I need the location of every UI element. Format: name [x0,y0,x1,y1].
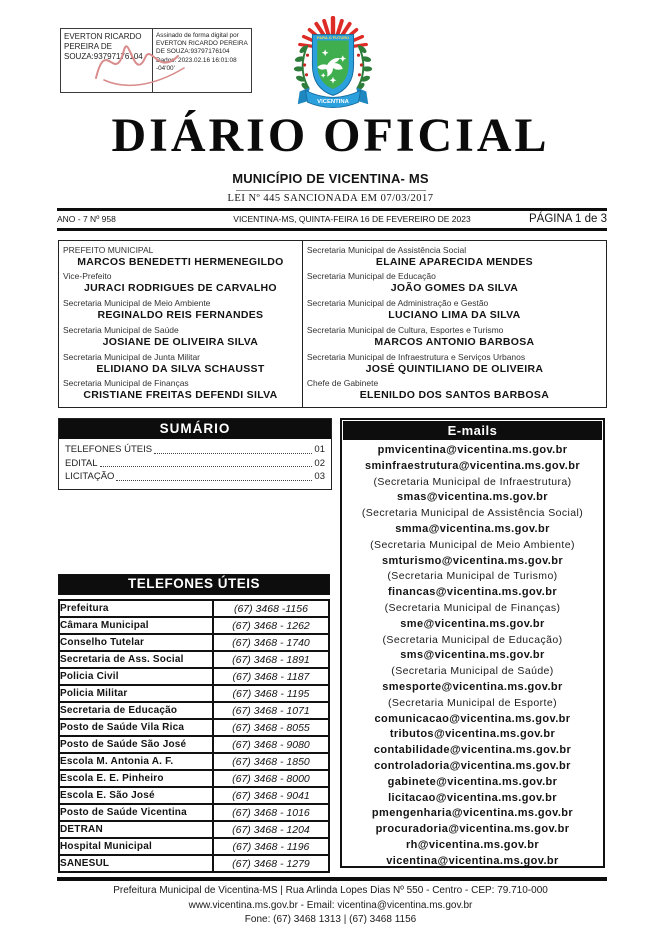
phone-entity: Escola M. Antonia A. F. [59,753,213,770]
official-entry [303,245,606,269]
official-entry [59,298,302,322]
table-row [59,685,329,702]
table-row [59,770,329,787]
summary-item [65,457,325,471]
email-address: sminfraestrutura@vicentina.ms.gov.br [364,459,581,472]
table-row [59,617,329,634]
official-entry [303,352,606,376]
official-name: MARCOS BENEDETTI HERMENEGILDO [77,255,284,268]
dot-leader [116,480,312,481]
email-address: pmvicentina@vicentina.ms.gov.br [377,444,568,456]
phone-number: (67) 3468 - 1740 [213,634,329,651]
phone-number: (67) 3468 - 1196 [213,838,329,855]
email-department: (Secretaria Municipal de Saúde) [391,665,554,678]
summary-item-page: 01 [314,444,325,455]
signature-details: Assinado de forma digital por EVERTON RICARDO PEREIRA DE SOUZA:93797176104 Dados: 2023.02.16 16:01:08 -04'00' [152,29,251,92]
phone-number: (67) 3468 -1156 [213,600,329,617]
email-address: controladoria@vicentina.ms.gov.br [374,759,571,772]
email-address: sme@vicentina.ms.gov.br [400,617,545,630]
phone-number: (67) 3468 - 1891 [213,651,329,668]
dot-leader [154,453,312,454]
phone-entity: Conselho Tutelar [59,634,213,651]
phone-entity: Secretaria de Ass. Social [59,651,213,668]
official-title: Secretaria Municipal de Infraestrutura e Serviços Urbanos [306,351,526,362]
phone-entity: Policia Militar [59,685,213,702]
phone-number: (67) 3468 - 1204 [213,821,329,838]
summary-item [65,443,325,457]
official-title: Secretaria Municipal de Administração e Gestão [306,298,489,309]
email-address: tributos@vicentina.ms.gov.br [389,728,556,741]
issue-date: VICENTINA-MS, QUINTA-FEIRA 16 DE FEVEREIRO DE 2023 [233,214,471,224]
phone-number: (67) 3468 - 8000 [213,770,329,787]
summary-items [59,439,331,489]
summary-header: SUMÁRIO [59,419,331,439]
official-title: Chefe de Gabinete [306,378,379,389]
official-title: Secretaria Municipal de Meio Ambiente [63,298,211,309]
official-name: JURACI RODRIGUES DE CARVALHO [83,282,277,295]
email-address: financas@vicentina.ms.gov.br [387,586,558,599]
official-title: PREFEITO MUNICIPAL [63,244,154,255]
summary-item-label: EDITAL [65,457,98,469]
masthead-divider [236,190,426,191]
phone-number: (67) 3468 - 1187 [213,668,329,685]
table-row [59,838,329,855]
crest-banner-text: VICENTINA [317,99,349,106]
officials-box [58,240,607,408]
phone-entity: Escola E. São José [59,787,213,804]
phone-number: (67) 3468 - 1262 [213,617,329,634]
signature-signer-name: EVERTON RICARDO PEREIRA DE SOUZA:93797176104 [64,32,143,61]
official-title: Secretaria Municipal de Educação [306,271,436,282]
gazette-title: DIÁRIO OFICIAL [111,109,550,162]
official-name: JOÃO GOMES DA SILVA [390,282,519,295]
email-address: smma@vicentina.ms.gov.br [395,522,550,535]
table-row [59,600,329,617]
phone-entity: SANESUL [59,855,213,872]
official-name: ELAINE APARECIDA MENDES [375,255,533,268]
official-entry [59,245,302,269]
digital-signature-stamp [60,28,252,93]
summary-item-label: LICITAÇÃO [65,471,115,482]
phone-entity: Prefeitura [59,600,213,617]
emails-list [342,441,603,870]
summary-item-page: 03 [314,471,325,482]
summary-item-page: 02 [314,457,325,469]
emails-box [340,418,605,868]
municipality-name: MUNICÍPIO DE VICENTINA- MS [232,171,429,186]
coat-of-arms [284,16,382,114]
phone-entity: Policia Civil [59,668,213,685]
phone-number: (67) 3468 - 1071 [213,702,329,719]
phones-header: TELEFONES ÚTEIS [58,574,330,595]
phone-number: (67) 3468 - 1279 [213,855,329,872]
officials-left-column [59,241,302,407]
phone-number: (67) 3468 - 9080 [213,736,329,753]
footer-phone: Fone: (67) 3468 1313 | (67) 3468 1156 [244,914,417,925]
emails-header: E-mails [343,421,602,440]
phone-entity: Posto de Saúde São José [59,736,213,753]
official-name: ELIDIANO DA SILVA SCHAUSST [96,362,265,375]
email-department: (Secretaria Municipal de Finanças) [384,601,561,614]
dot-leader [100,466,313,467]
footer [0,884,661,928]
phone-entity: Posto de Saúde Vicentina [59,804,213,821]
email-department: (Secretaria Municipal de Esporte) [387,696,558,709]
phone-entity: Hospital Municipal [59,838,213,855]
summary-item [65,470,325,484]
summary-item-label: TELEFONES ÚTEIS [65,444,153,455]
table-row [59,634,329,651]
official-title: Secretaria Municipal de Finanças [63,378,189,389]
official-title: Secretaria Municipal de Saúde [63,324,179,335]
official-entry [303,298,606,322]
official-title: Secretaria Municipal de Junta Militar [63,351,201,362]
page-indicator: PÁGINA 1 de 3 [529,213,607,225]
phone-number: (67) 3468 - 1850 [213,753,329,770]
email-department: (Secretaria Municipal de Turismo) [387,570,558,583]
table-row [59,855,329,872]
shield-icon [312,35,353,96]
summary-box [58,418,332,490]
official-entry [59,378,302,402]
email-address: rh@vicentina.ms.gov.br [405,838,540,851]
email-address: contabilidade@vicentina.ms.gov.br [373,744,572,757]
footer-rule [57,877,607,881]
table-row [59,668,329,685]
official-entry [303,378,606,402]
official-entry [59,325,302,349]
phone-entity: Posto de Saúde Vila Rica [59,719,213,736]
phone-entity: Câmara Municipal [59,617,213,634]
table-row [59,821,329,838]
official-entry [303,325,606,349]
phone-entity: Escola E. E. Pinheiro [59,770,213,787]
table-row [59,719,329,736]
email-department: (Secretaria Municipal de Assistência Social) [361,507,584,520]
email-department: (Secretaria Municipal de Educação) [382,633,563,646]
table-row [59,804,329,821]
official-name: MARCOS ANTONIO BARBOSA [374,335,535,348]
official-title: Vice-Prefeito [63,271,112,282]
footer-website-email: www.vicentina.ms.gov.br - Email: vicentina@vicentina.ms.gov.br [188,899,473,911]
email-address: comunicacao@vicentina.ms.gov.br [374,712,571,725]
footer-address: Prefeitura Municipal de Vicentina-MS | Rua Arlinda Lopes Dias Nº 550 - Centro - CEP: 79.710-000 [113,885,548,896]
email-address: vicentina@vicentina.ms.gov.br [386,854,559,867]
phones-table [58,599,330,873]
email-department: (Secretaria Municipal de Meio Ambiente) [370,538,575,551]
official-name: CRISTIANE FREITAS DEFENDI SILVA [83,389,278,402]
phone-entity: DETRAN [59,821,213,838]
officials-right-column [302,241,606,407]
email-address: licitacao@vicentina.ms.gov.br [388,791,557,804]
email-address: smesporte@vicentina.ms.gov.br [382,680,563,693]
official-name: LUCIANO LIMA DA SILVA [388,309,521,322]
phone-number: (67) 3468 - 1016 [213,804,329,821]
email-address: gabinete@vicentina.ms.gov.br [387,775,558,788]
official-title: Secretaria Municipal de Assistência Social [306,244,467,255]
official-name: ELENILDO DOS SANTOS BARBOSA [359,389,550,402]
bottom-rule [57,228,607,231]
table-row [59,702,329,719]
email-address: pmengenharia@vicentina.ms.gov.br [371,807,574,820]
email-address: sms@vicentina.ms.gov.br [400,649,545,662]
phone-number: (67) 3468 - 9041 [213,787,329,804]
official-entry [303,271,606,295]
edition-number: ANO - 7 Nº 958 [57,214,116,224]
email-address: smas@vicentina.ms.gov.br [397,491,548,504]
official-name: REGINALDO REIS FERNANDES [97,309,264,322]
official-title: Secretaria Municipal de Cultura, Esportes e Turismo [306,324,504,335]
phone-number: (67) 3468 - 8055 [213,719,329,736]
table-row [59,736,329,753]
table-row [59,753,329,770]
email-department: (Secretaria Municipal de Infraestrutura) [373,475,572,488]
email-address: smturismo@vicentina.ms.gov.br [381,554,564,567]
table-row [59,787,329,804]
email-address: procuradoria@vicentina.ms.gov.br [375,823,570,836]
edition-row [57,211,607,227]
official-entry [59,352,302,376]
official-entry [59,271,302,295]
official-name: JOSÉ QUINTILIANO DE OLIVEIRA [365,362,544,375]
table-row [59,651,329,668]
crest-motto: PARA O FUTURO [316,35,350,41]
law-reference: LEI Nº 445 SANCIONADA EM 07/03/2017 [227,193,434,204]
official-name: JOSIANE DE OLIVEIRA SILVA [102,335,259,348]
phone-entity: Secretaria de Educação [59,702,213,719]
phone-number: (67) 3468 - 1195 [213,685,329,702]
